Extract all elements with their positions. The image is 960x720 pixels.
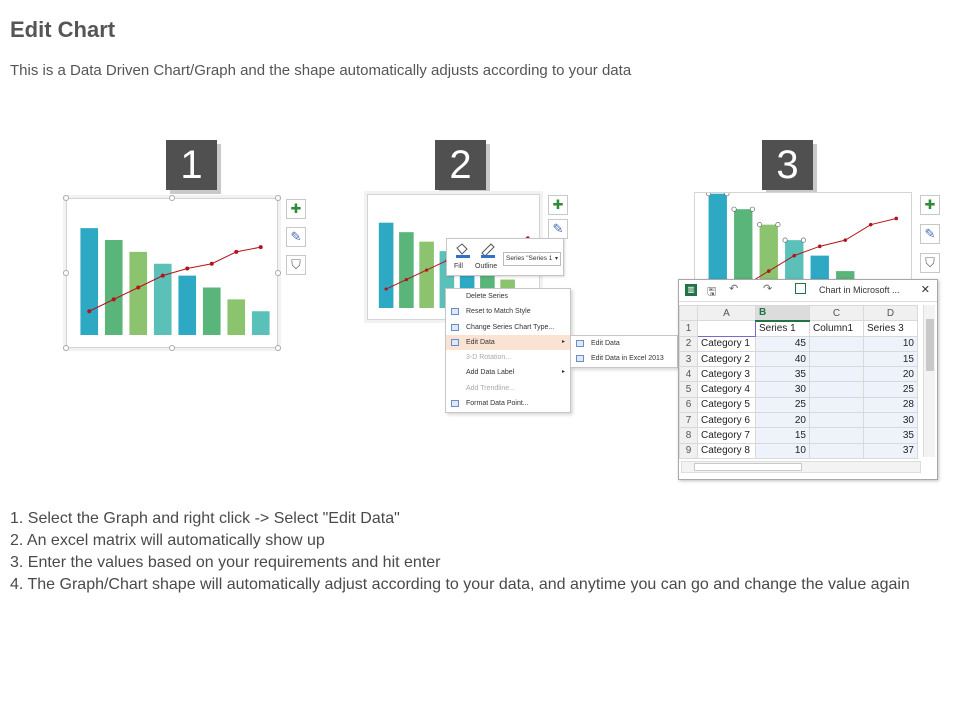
bar-series1-2[interactable] xyxy=(734,209,752,288)
resize-handle[interactable] xyxy=(169,345,175,351)
selection-handle[interactable] xyxy=(801,238,805,242)
cell[interactable] xyxy=(810,428,864,443)
bar-series1-7[interactable] xyxy=(227,299,245,335)
chart-elements-button-3[interactable] xyxy=(920,195,940,215)
point-series3-1[interactable] xyxy=(87,309,91,313)
table-row xyxy=(680,321,918,336)
cell[interactable]: 15 xyxy=(756,428,810,443)
cell[interactable]: 25 xyxy=(756,397,810,412)
context-menu-item[interactable] xyxy=(446,289,570,304)
plus-icon: ✚ xyxy=(552,197,564,212)
cell[interactable]: Category 4 xyxy=(698,382,756,397)
column-header[interactable]: B xyxy=(756,306,810,321)
cell[interactable]: 40 xyxy=(756,351,810,366)
filter-icon: ⛉ xyxy=(291,257,301,272)
cell[interactable]: 15 xyxy=(864,351,918,366)
context-menu-item-label: Add Data Label xyxy=(466,369,515,377)
step-3-text: 3. Enter the values based on your requirements and hit enter xyxy=(10,554,441,571)
point-series3-6[interactable] xyxy=(210,262,214,266)
point-series3-3[interactable] xyxy=(425,268,428,271)
menu-item-icon xyxy=(451,339,459,346)
context-menu-item-label: Add Trendline... xyxy=(466,384,516,392)
resize-handle[interactable] xyxy=(169,195,175,201)
table-row xyxy=(680,397,918,412)
submenu-item-label: Edit Data xyxy=(591,340,620,347)
chevron-down-icon: ▾ xyxy=(554,256,558,262)
vertical-scrollbar[interactable] xyxy=(923,305,935,457)
point-series3-8[interactable] xyxy=(894,217,898,221)
column-header[interactable] xyxy=(680,306,698,321)
row-header[interactable]: 5 xyxy=(680,382,698,397)
context-menu-item[interactable] xyxy=(446,365,570,380)
menu-item-icon xyxy=(451,308,459,315)
plus-icon: ✚ xyxy=(924,197,936,212)
point-series3-4[interactable] xyxy=(161,274,165,278)
context-menu-item-label: Change Series Chart Type... xyxy=(466,323,555,331)
cell[interactable]: Category 8 xyxy=(698,443,756,458)
submenu-item[interactable] xyxy=(571,336,677,351)
horizontal-scroll-thumb[interactable] xyxy=(694,463,802,471)
selection-handle[interactable] xyxy=(757,222,761,226)
table-row xyxy=(680,413,918,428)
cell[interactable]: 30 xyxy=(756,382,810,397)
row-header[interactable]: 3 xyxy=(680,351,698,366)
cell[interactable]: Category 7 xyxy=(698,428,756,443)
resize-handle[interactable] xyxy=(275,270,281,276)
point-series3-3[interactable] xyxy=(136,286,140,290)
table-row xyxy=(680,336,918,351)
mini-format-toolbar xyxy=(446,238,564,276)
save-icon[interactable]: 🖫 xyxy=(707,286,717,298)
resize-handle[interactable] xyxy=(63,345,69,351)
chart-elements-button-2[interactable] xyxy=(548,195,568,215)
bar-series1-1[interactable] xyxy=(80,228,98,335)
cell[interactable]: 45 xyxy=(756,336,810,351)
step-badge-2: 2 xyxy=(435,140,486,190)
row-header[interactable]: 7 xyxy=(680,413,698,428)
selection-handle[interactable] xyxy=(783,238,787,242)
series-select-value: Series "Series 1 xyxy=(506,255,553,262)
table-icon xyxy=(576,340,584,347)
cell[interactable]: 37 xyxy=(864,443,918,458)
point-series3-6[interactable] xyxy=(843,238,847,242)
context-menu-item-label: Reset to Match Style xyxy=(466,308,531,316)
submenu-item[interactable] xyxy=(571,351,677,366)
column-header[interactable]: C xyxy=(810,306,864,321)
context-menu xyxy=(445,288,571,413)
brush-icon: ✎ xyxy=(924,226,936,241)
vertical-scroll-thumb[interactable] xyxy=(926,319,934,371)
submenu-item-label: Edit Data in Excel 2013 xyxy=(591,355,664,363)
chevron-right-icon: ▸ xyxy=(561,338,565,345)
step-badge-3: 3 xyxy=(762,140,813,190)
excel-grid[interactable] xyxy=(679,305,918,459)
row-header[interactable]: 2 xyxy=(680,336,698,351)
cell[interactable]: 20 xyxy=(756,413,810,428)
table-icon xyxy=(576,355,584,362)
bar-series1-2[interactable] xyxy=(105,240,123,335)
chart-1-plot[interactable] xyxy=(67,199,279,349)
bar-series1-3[interactable] xyxy=(129,252,147,335)
row-header[interactable]: 1 xyxy=(680,321,698,336)
bar-series1-1[interactable] xyxy=(379,223,394,308)
excel-chart-icon: ▥ xyxy=(685,284,697,296)
cell[interactable]: 30 xyxy=(864,413,918,428)
excel-data-window xyxy=(678,279,938,480)
context-menu-item-label: Format Data Point... xyxy=(466,400,529,408)
undo-icon[interactable]: ↶ xyxy=(729,283,739,295)
cell[interactable] xyxy=(810,336,864,351)
bar-series1-1[interactable] xyxy=(709,194,727,288)
point-series3-1[interactable] xyxy=(385,287,388,290)
chart-styles-button-2[interactable] xyxy=(548,219,568,239)
context-menu-item-label: Delete Series xyxy=(466,293,509,300)
selection-handle[interactable] xyxy=(750,207,754,211)
cell[interactable]: 28 xyxy=(864,397,918,412)
context-menu-item xyxy=(446,381,570,396)
context-menu-item-label: 3-D Rotation... xyxy=(466,354,512,362)
table-row xyxy=(680,351,918,366)
redo-icon[interactable]: ↷ xyxy=(763,283,773,295)
step-4-text: 4. The Graph/Chart shape will automatically adjust according to your data, and anytime you can go and change the value again xyxy=(10,576,910,593)
cell[interactable] xyxy=(810,397,864,412)
cell[interactable]: 35 xyxy=(756,367,810,382)
fill-label: Fill xyxy=(454,263,463,270)
outline-pen-icon[interactable] xyxy=(479,242,499,258)
cell[interactable] xyxy=(810,413,864,428)
cell[interactable]: Column1 xyxy=(810,321,864,336)
table-row xyxy=(680,443,918,458)
selection-handle[interactable] xyxy=(725,193,729,196)
excel-window-title: Chart in Microsoft ... xyxy=(819,285,900,295)
chart-elements-button-1[interactable] xyxy=(286,199,306,219)
selection-handle[interactable] xyxy=(732,207,736,211)
row-header[interactable]: 4 xyxy=(680,367,698,382)
filter-icon: ⛉ xyxy=(925,255,935,270)
selection-handle[interactable] xyxy=(706,193,710,196)
table-row xyxy=(680,367,918,382)
column-header[interactable]: A xyxy=(698,306,756,321)
outline-label: Outline xyxy=(475,263,498,270)
point-series3-5[interactable] xyxy=(185,267,189,271)
menu-item-icon xyxy=(451,324,459,331)
point-series3-2[interactable] xyxy=(112,297,116,301)
instructions xyxy=(10,508,945,596)
page-title: Edit Chart xyxy=(10,17,116,42)
row-header[interactable]: 6 xyxy=(680,397,698,412)
cell[interactable]: 10 xyxy=(756,443,810,458)
table-row xyxy=(680,428,918,443)
row-header[interactable]: 8 xyxy=(680,428,698,443)
edit-data-submenu xyxy=(570,335,678,368)
bar-series1-3[interactable] xyxy=(419,242,434,308)
resize-handle[interactable] xyxy=(275,195,281,201)
chart-styles-button-1[interactable] xyxy=(286,227,306,247)
brush-icon: ✎ xyxy=(552,221,564,236)
resize-handle[interactable] xyxy=(275,345,281,351)
context-menu-item[interactable] xyxy=(446,335,570,350)
page-subtitle: This is a Data Driven Chart/Graph and the shape automatically adjusts according to your data xyxy=(10,62,632,79)
point-series3-3[interactable] xyxy=(767,269,771,273)
fill-bucket-icon[interactable] xyxy=(453,242,473,258)
cell[interactable]: 20 xyxy=(864,367,918,382)
edit-in-excel-icon[interactable] xyxy=(795,283,806,294)
bar-series1-5[interactable] xyxy=(178,276,196,335)
menu-item-icon xyxy=(451,400,459,407)
cell[interactable]: Category 1 xyxy=(698,336,756,351)
chart-panel-3[interactable] xyxy=(694,192,912,287)
cell[interactable] xyxy=(810,367,864,382)
context-menu-item[interactable] xyxy=(446,396,570,411)
excel-titlebar xyxy=(679,280,937,302)
cell[interactable]: 35 xyxy=(864,428,918,443)
chart-filters-button-1[interactable] xyxy=(286,255,306,275)
chart-3-plot[interactable] xyxy=(695,193,913,288)
cell[interactable]: Category 3 xyxy=(698,367,756,382)
step-1-text: 1. Select the Graph and right click -> Select "Edit Data" xyxy=(10,510,400,527)
resize-handle[interactable] xyxy=(63,270,69,276)
cell[interactable]: Category 5 xyxy=(698,397,756,412)
column-header[interactable]: D xyxy=(864,306,918,321)
context-menu-item[interactable] xyxy=(446,304,570,319)
step-badge-1: 1 xyxy=(166,140,217,190)
point-series3-5[interactable] xyxy=(818,245,822,249)
point-series3-4[interactable] xyxy=(792,254,796,258)
point-series3-7[interactable] xyxy=(869,223,873,227)
chevron-right-icon: ▸ xyxy=(561,369,565,376)
bar-series1-8[interactable] xyxy=(252,311,270,335)
series-select[interactable] xyxy=(503,252,561,266)
cell[interactable]: 25 xyxy=(864,382,918,397)
cell[interactable] xyxy=(810,382,864,397)
cell[interactable]: Category 6 xyxy=(698,413,756,428)
chart-styles-button-3[interactable] xyxy=(920,224,940,244)
row-header[interactable]: 9 xyxy=(680,443,698,458)
resize-handle[interactable] xyxy=(63,195,69,201)
cell[interactable] xyxy=(810,351,864,366)
close-icon[interactable]: ✕ xyxy=(920,284,930,296)
point-series3-7[interactable] xyxy=(234,250,238,254)
point-series3-8[interactable] xyxy=(259,245,263,249)
cell[interactable] xyxy=(810,443,864,458)
chart-panel-1[interactable] xyxy=(66,198,278,348)
chart-filters-button-3[interactable] xyxy=(920,253,940,273)
plus-icon: ✚ xyxy=(290,201,302,216)
brush-icon: ✎ xyxy=(290,229,302,244)
bar-series1-2[interactable] xyxy=(399,232,414,308)
context-menu-item[interactable] xyxy=(446,320,570,335)
bar-series1-6[interactable] xyxy=(203,288,221,336)
context-menu-item-label: Edit Data xyxy=(466,338,495,346)
horizontal-scrollbar[interactable] xyxy=(681,461,921,473)
table-row xyxy=(680,382,918,397)
step-2-text: 2. An excel matrix will automatically show up xyxy=(10,532,325,549)
cell[interactable]: Series 3 xyxy=(864,321,918,336)
cell[interactable]: 10 xyxy=(864,336,918,351)
point-series3-2[interactable] xyxy=(405,278,408,281)
cell[interactable] xyxy=(698,321,756,336)
context-menu-item xyxy=(446,350,570,365)
cell[interactable]: Category 2 xyxy=(698,351,756,366)
selection-handle[interactable] xyxy=(776,222,780,226)
cell[interactable]: Series 1 xyxy=(756,321,810,336)
